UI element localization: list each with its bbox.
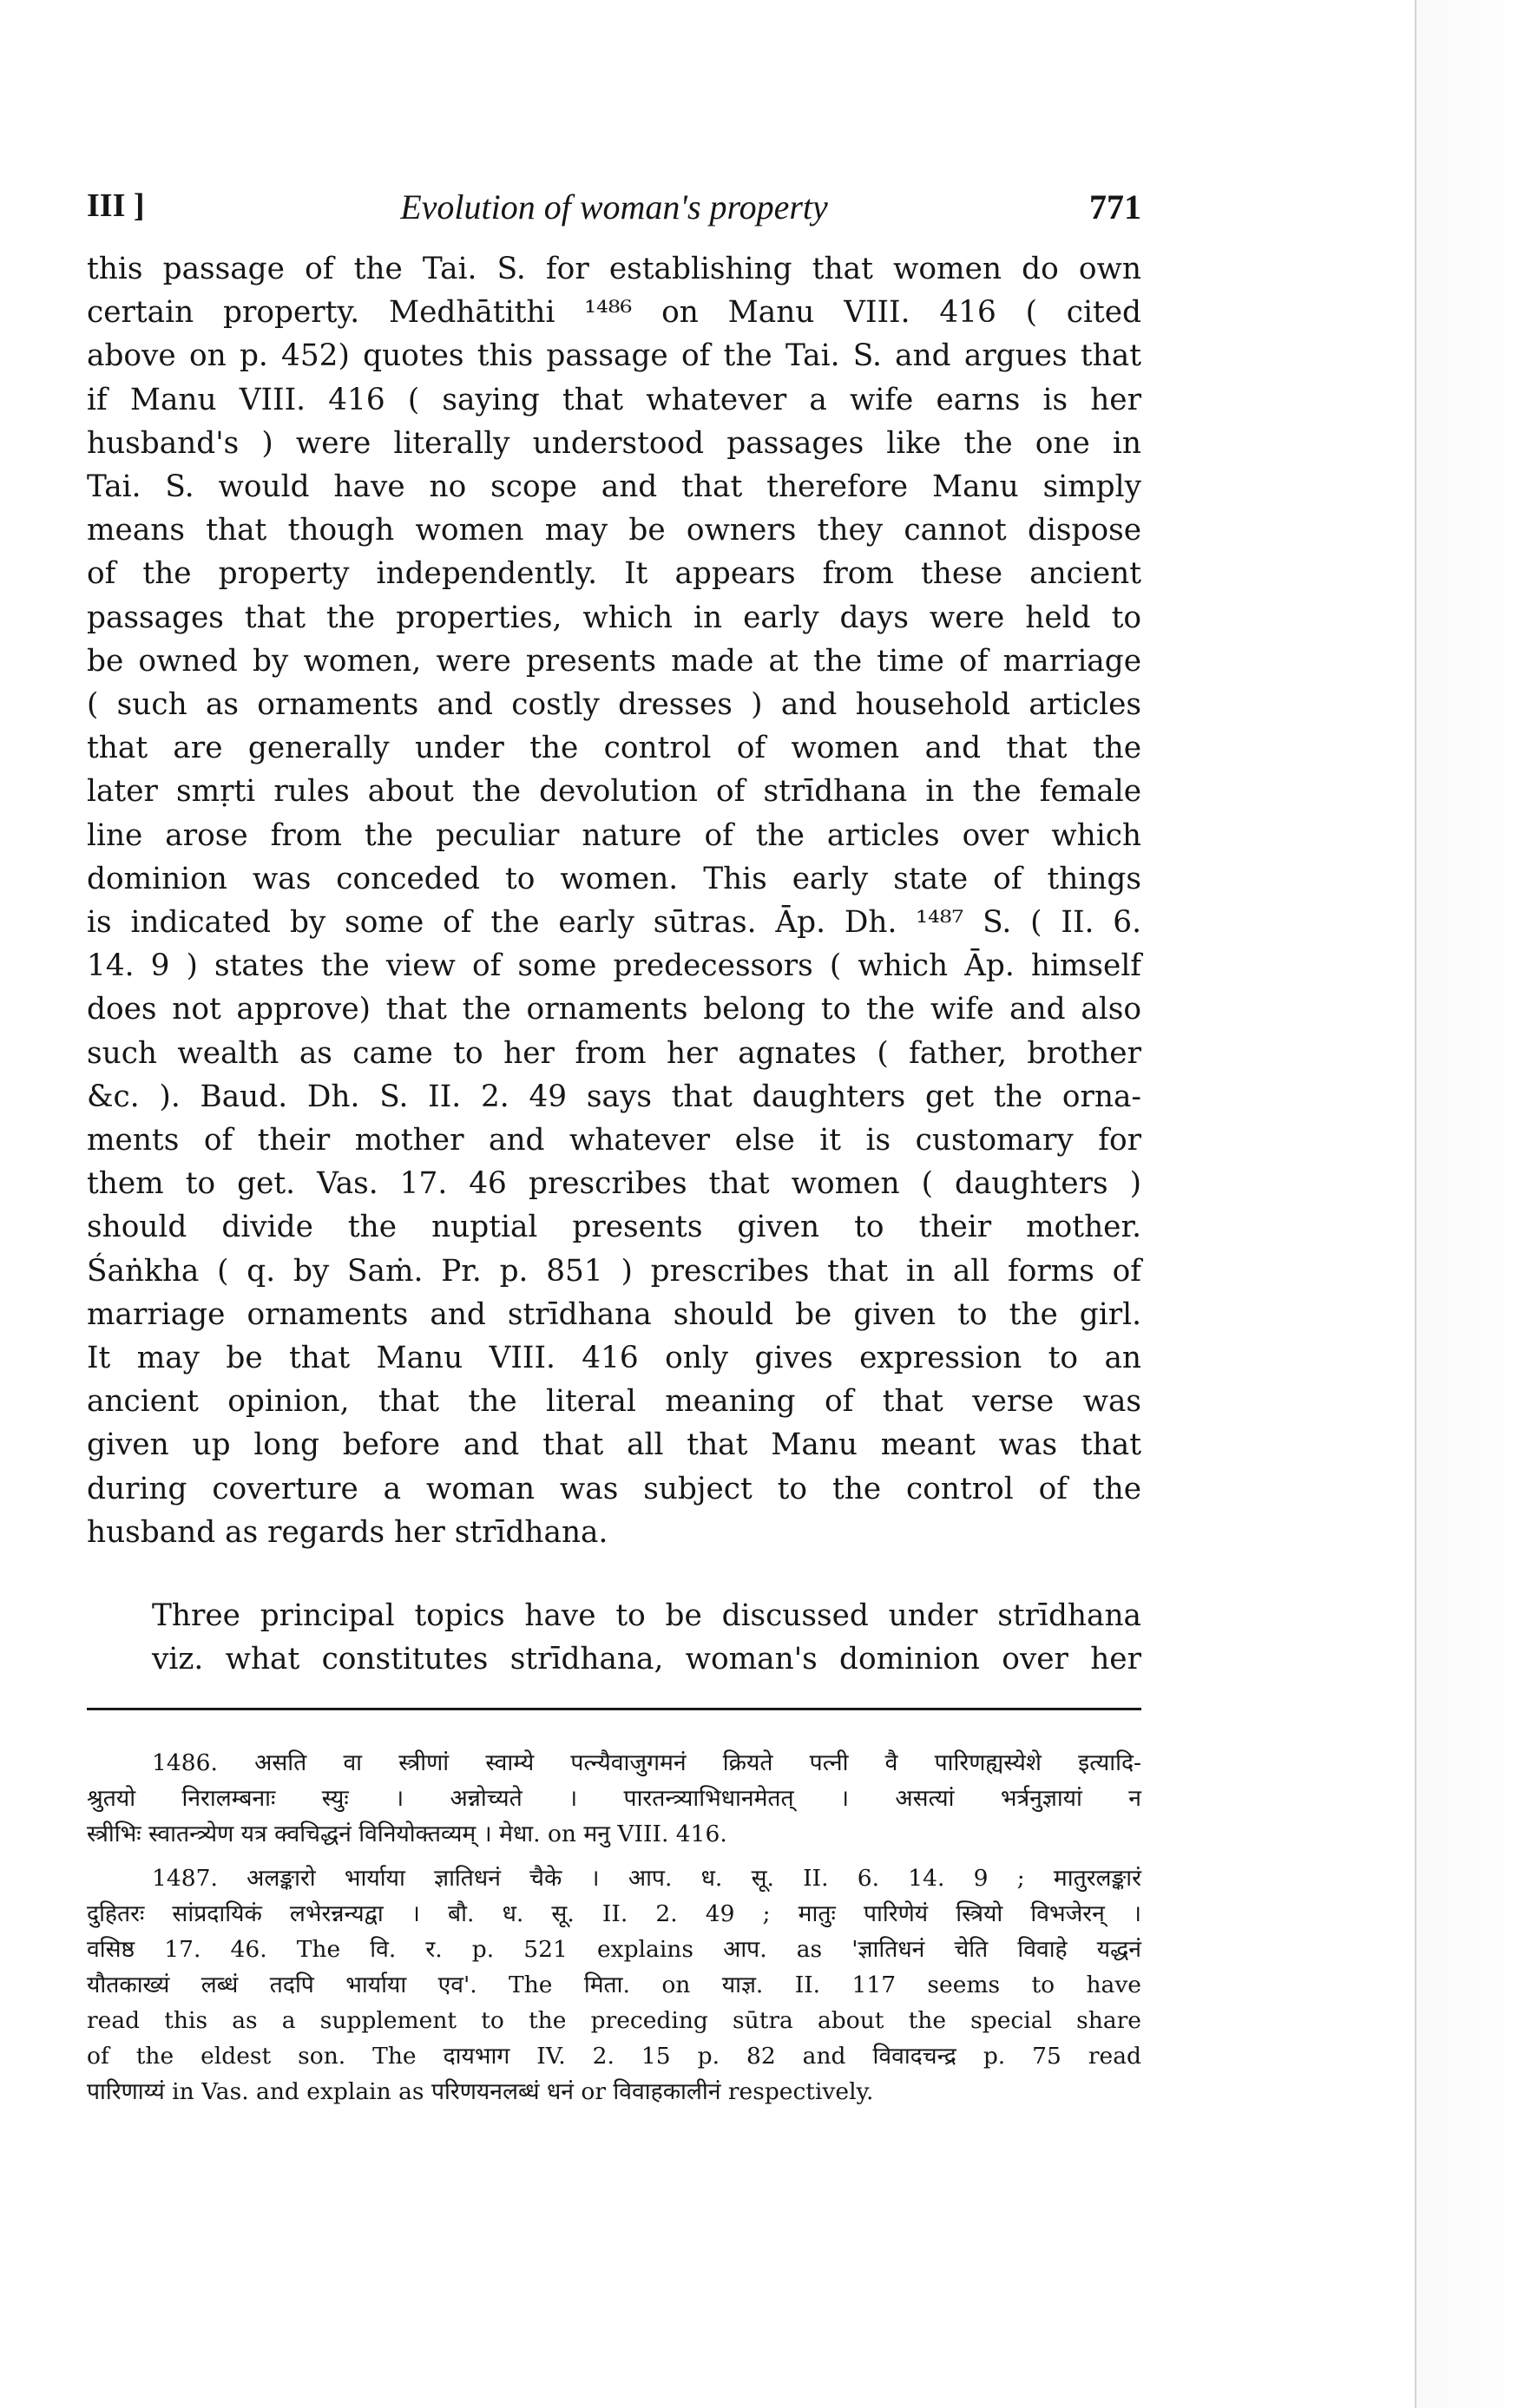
- text-line: Three principal topics have to be discussed under strīdhana: [152, 1598, 1141, 1634]
- book-page: [87, 187, 1141, 2118]
- text-line: dominion was conceded to women. This early state of things: [87, 861, 1141, 896]
- text-line: passages that the properties, which in early days were held to: [87, 600, 1141, 635]
- text-line: 14. 9 ) states the view of some predecessors ( which Āp. himself: [87, 948, 1141, 984]
- footnote-line: of the eldest son. The दायभाग IV. 2. 15 p. 82 and विवादचन्द्र p. 75 read: [87, 2042, 1141, 2070]
- footnote-line: दुहितरः सांप्रदायिकं लभेरन्नन्यद्वा । बौ. ध. सू. II. 2. 49 ; मातुः पारिणेयं स्त्रियो विभजेरन् ।: [87, 1899, 1141, 1927]
- footnote-line: 1486. असति वा स्त्रीणां स्वाम्ये पत्न्यैवाजुगमनं क्रियते पत्नी वै पारिणह्यस्येशे इत्यादि-: [152, 1749, 1141, 1776]
- text-line: during coverture a woman was subject to the control of the: [87, 1471, 1141, 1506]
- text-line: ( such as ornaments and costly dresses ) and household articles: [87, 687, 1141, 723]
- text-line: of the property independently. It appears from these ancient: [87, 556, 1141, 592]
- running-title: Evolution of woman's property: [400, 187, 828, 226]
- text-line: given up long before and that all that Manu meant was that: [87, 1427, 1141, 1463]
- text-line: such wealth as came to her from her agnates ( father, brother: [87, 1035, 1141, 1071]
- text-line: be owned by women, were presents made at the time of marriage: [87, 643, 1141, 679]
- text-line: that are generally under the control of women and that the: [87, 731, 1141, 766]
- text-line: husband as regards her strīdhana.: [87, 1514, 608, 1550]
- text-line: above on p. 452) quotes this passage of the Tai. S. and argues that: [87, 338, 1141, 374]
- text-line: does not approve) that the ornaments belong to the wife and also: [87, 992, 1141, 1027]
- paragraph-1: [87, 247, 1141, 1554]
- text-line: husband's ) were literally understood passages like the one in: [87, 425, 1141, 461]
- text-line: Tai. S. would have no scope and that therefore Manu simply: [87, 469, 1141, 505]
- paragraph-2: [87, 1594, 1141, 1681]
- footnote-line: 1487. अलङ्कारो भार्याया ज्ञातिधनं चैके । आप. ध. सू. II. 6. 14. 9 ; मातुरलङ्कारं: [152, 1864, 1141, 1892]
- text-line: ancient opinion, that the literal meaning of that verse was: [87, 1384, 1141, 1420]
- text-line: them to get. Vas. 17. 46 prescribes that women ( daughters ): [87, 1166, 1141, 1202]
- footnote-line: वसिष्ठ 17. 46. The वि. र. p. 521 explains आप. as 'ज्ञातिधनं चेति विवाहे यद्धनं: [87, 1935, 1141, 1963]
- text-line: means that though women may be owners they cannot dispose: [87, 513, 1141, 548]
- text-line: certain property. Medhātithi ¹⁴⁸⁶ on Manu VIII. 416 ( cited: [87, 295, 1141, 331]
- running-head: [87, 187, 1141, 247]
- text-line: ments of their mother and whatever else it is customary for: [87, 1123, 1141, 1158]
- text-line: viz. what constitutes strīdhana, woman's dominion over her: [152, 1642, 1141, 1677]
- text-line: should divide the nuptial presents given to their mother.: [87, 1210, 1141, 1245]
- text-line: Śaṅkha ( q. by Saṁ. Pr. p. 851 ) prescribes that in all forms of: [87, 1253, 1141, 1289]
- text-line: marriage ornaments and strīdhana should be given to the girl.: [87, 1296, 1141, 1332]
- footnote-line: स्त्रीभिः स्वातन्त्र्येण यत्र क्वचिद्धनं विनियोक्तव्यम् । मेधा. on मनु VIII. 416.: [87, 1820, 727, 1847]
- footnote-1486: [87, 1745, 1141, 1852]
- text-line: It may be that Manu VIII. 416 only gives expression to an: [87, 1341, 1141, 1376]
- footnote-line: पारिणाय्यं in Vas. and explain as परिणयनलब्धं धनं or विवाहकालीनं respectively.: [87, 2077, 874, 2105]
- footnote-1487: [87, 1860, 1141, 2109]
- footnote-line: श्रुतयो निरालम्बनाः स्युः । अन्नोच्यते । पारतन्त्र्याभिधानमेतत् । असत्यां भर्त्रनुज्ञायां न: [87, 1784, 1141, 1812]
- footnotes: [87, 1745, 1141, 2109]
- footnote-line: read this as a supplement to the preceding sūtra about the special share: [87, 2006, 1141, 2034]
- footnote-divider: [87, 1708, 1141, 1710]
- scan-page-edge: [1415, 0, 1538, 2408]
- footnote-line: यौतकाख्यं लब्धं तदपि भार्याया एव'. The मिता. on याज्ञ. II. 117 seems to have: [87, 1971, 1141, 1998]
- text-line: is indicated by some of the early sūtras. Āp. Dh. ¹⁴⁸⁷ S. ( II. 6.: [87, 905, 1141, 941]
- text-line: &c. ). Baud. Dh. S. II. 2. 49 says that daughters get the orna-: [87, 1079, 1141, 1114]
- text-line: later smṛti rules about the devolution of strīdhana in the female: [87, 774, 1141, 810]
- chapter-marker: III ]: [87, 187, 145, 224]
- text-line: this passage of the Tai. S. for establishing that women do own: [87, 252, 1141, 286]
- page-number: 771: [1089, 187, 1141, 226]
- text-line: if Manu VIII. 416 ( saying that whatever a wife earns is her: [87, 382, 1141, 417]
- text-line: line arose from the peculiar nature of the articles over which: [87, 817, 1141, 853]
